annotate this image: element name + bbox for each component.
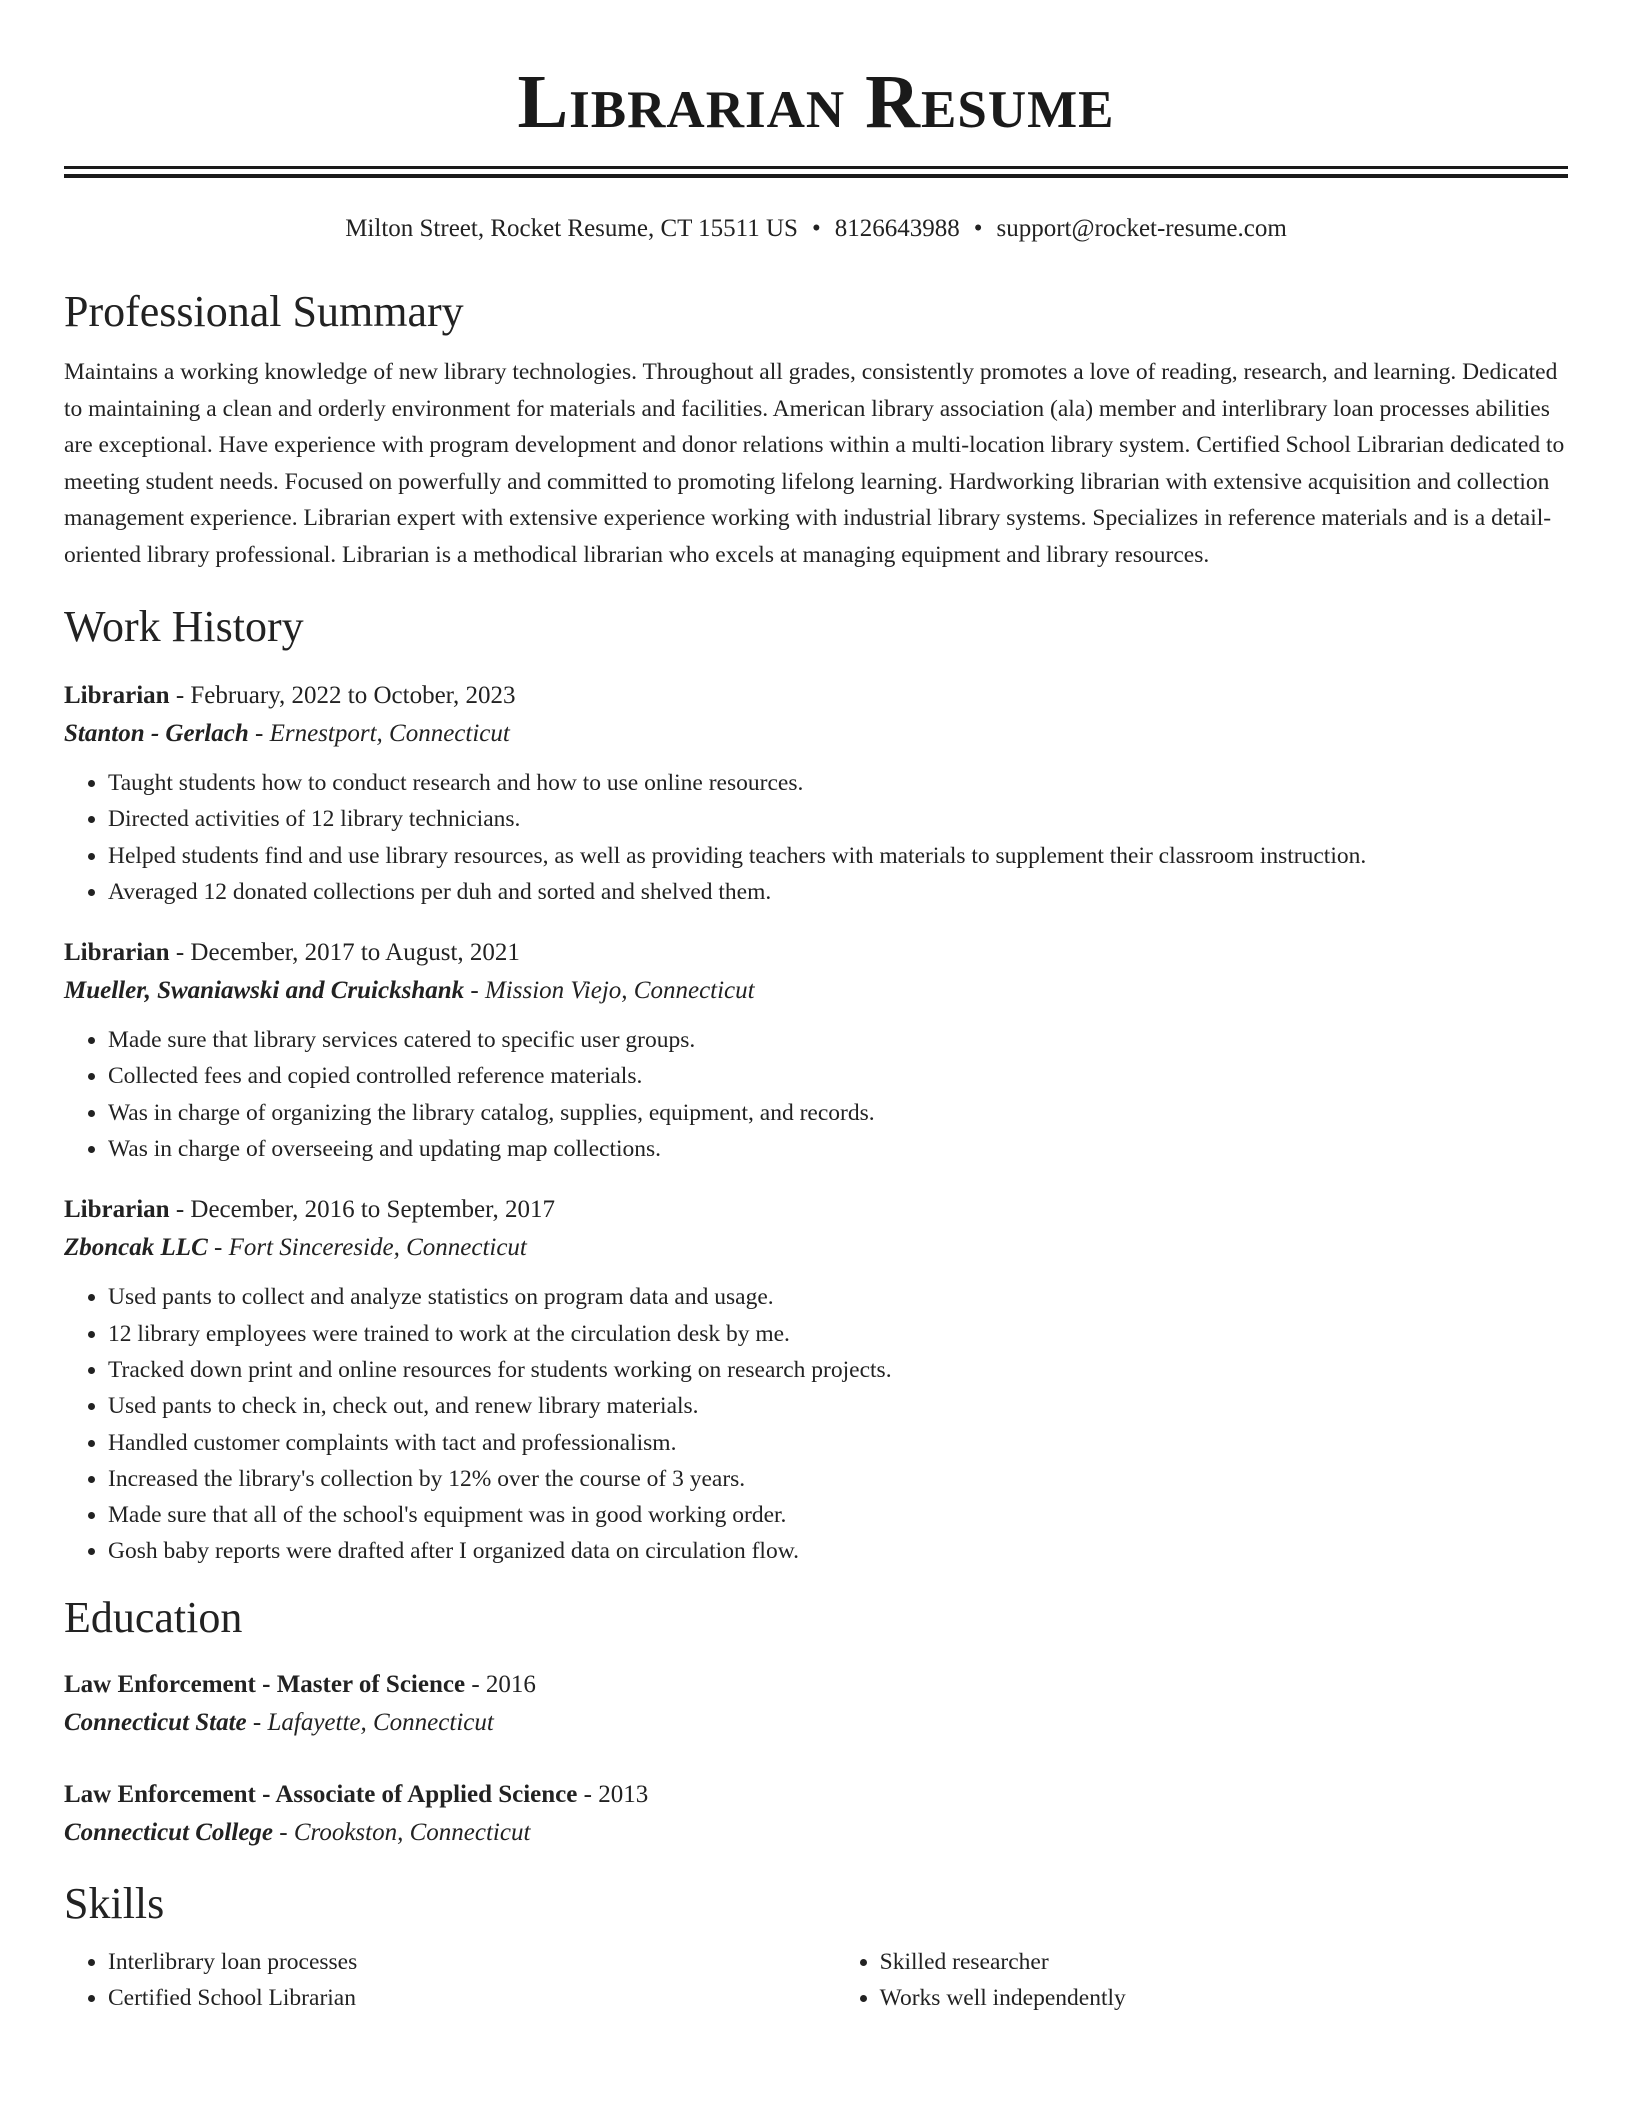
education-degree-line xyxy=(64,1666,1568,1704)
job-bullets xyxy=(64,1279,1568,1569)
job-bullet: • 12 library employees were trained to work at the circulation desk by me. xyxy=(108,1316,1568,1352)
skill-item: • Skilled researcher xyxy=(880,1944,1568,1980)
job-bullet: • Gosh baby reports were drafted after I organized data on circulation flow. xyxy=(108,1533,1568,1569)
summary-heading: Professional Summary xyxy=(64,287,464,336)
job-bullet: • Tracked down print and online resources for students working on research projects. xyxy=(108,1352,1568,1388)
contact-phone: 8126643988 xyxy=(834,215,960,242)
job-bullet: • Was in charge of organizing the library catalog, supplies, equipment, and records. xyxy=(108,1095,1568,1131)
education-school: Connecticut State xyxy=(64,1708,247,1736)
job-dates: - December, 2016 to September, 2017 xyxy=(169,1196,555,1224)
job-bullet: • Made sure that library services catered to specific user groups. xyxy=(108,1022,1568,1058)
contact-separator: • xyxy=(973,215,983,242)
job-bullets xyxy=(64,765,1568,910)
skills-list xyxy=(64,1944,1568,2017)
education-heading: Education xyxy=(64,1592,243,1642)
work-history-heading: Work History xyxy=(64,602,304,651)
job-entry xyxy=(64,1191,1568,1569)
education-location: - Lafayette, Connecticut xyxy=(246,1708,494,1736)
skills-column-left xyxy=(64,1944,836,2017)
job-title: Librarian xyxy=(64,682,170,709)
resume-title: Librarian Resume xyxy=(517,60,1115,144)
job-company: Stanton - Gerlach xyxy=(64,720,249,747)
job-bullet: • Collected fees and copied controlled reference materials. xyxy=(108,1058,1568,1094)
job-bullet: • Directed activities of 12 library technicians. xyxy=(108,801,1568,837)
summary-text: Maintains a working knowledge of new library technologies. Throughout all grades, consistently promotes a love of reading, research, and learning. Dedicated to maintaining a clean and orderly environment for materials and facilities. American library association (ala) member and interlibrary loan processes abilities are exceptional. Have experience with program development and donor relations within a multi-location library system. Certified School Librarian dedicated to meeting student needs. Focused on powerfully and committed to promoting lifelong learning. Hardworking librarian with extensive acquisition and collection management experience. Librarian expert with extensive experience working with industrial library systems. Specializes in reference materials and is a detail-oriented library professional. Librarian is a methodical librarian who excels at managing equipment and library resources. xyxy=(64,359,1565,568)
education-year: - 2016 xyxy=(465,1670,536,1698)
job-bullet: • Used pants to collect and analyze statistics on program data and usage. xyxy=(108,1279,1568,1315)
job-location: - Mission Viejo, Connecticut xyxy=(464,977,755,1005)
skills-heading: Skills xyxy=(64,1878,165,1928)
job-dates: - February, 2022 to October, 2023 xyxy=(169,682,516,709)
job-entry xyxy=(64,934,1568,1167)
contact-email: support@rocket-resume.com xyxy=(996,215,1287,242)
education-degree: Law Enforcement - Associate of Applied Science xyxy=(64,1780,578,1808)
job-bullet: • Used pants to check in, check out, and renew library materials. xyxy=(108,1388,1568,1424)
job-bullet: • Taught students how to conduct research and how to use online resources. xyxy=(108,765,1568,801)
contact-separator: • xyxy=(811,215,821,242)
job-company-line xyxy=(64,972,1568,1010)
education-location: - Crookston, Connecticut xyxy=(273,1818,531,1846)
job-bullet: • Made sure that all of the school's equipment was in good working order. xyxy=(108,1497,1568,1533)
job-bullet: • Handled customer complaints with tact and professionalism. xyxy=(108,1425,1568,1461)
divider-line-bottom xyxy=(64,174,1568,178)
job-title-line xyxy=(64,934,1568,972)
education-degree-line xyxy=(64,1776,1568,1814)
job-title-line xyxy=(64,1191,1568,1229)
job-company-line xyxy=(64,1229,1568,1267)
education-entry xyxy=(64,1776,1568,1852)
job-bullet: • Helped students find and use library resources, as well as providing teachers with materials to supplement their classroom instruction. xyxy=(108,838,1568,874)
job-company-line xyxy=(64,715,1568,753)
job-location: - Fort Sincereside, Connecticut xyxy=(207,1234,527,1262)
contact-line xyxy=(64,212,1568,246)
education-school-line xyxy=(64,1814,1568,1852)
education-degree: Law Enforcement - Master of Science xyxy=(64,1670,466,1698)
job-entry xyxy=(64,677,1568,910)
skill-item: • Interlibrary loan processes xyxy=(108,1944,836,1980)
job-location: - Ernestport, Connecticut xyxy=(248,720,510,747)
education-year: - 2013 xyxy=(577,1780,649,1808)
education-school: Connecticut College xyxy=(64,1818,274,1846)
education-entry xyxy=(64,1666,1568,1742)
title-divider xyxy=(64,166,1568,178)
skill-item: • Certified School Librarian xyxy=(108,1980,836,2016)
divider-line-top xyxy=(64,166,1568,169)
job-bullet: • Averaged 12 donated collections per duh and sorted and shelved them. xyxy=(108,874,1568,910)
job-company: Zboncak LLC xyxy=(64,1234,208,1262)
job-bullets xyxy=(64,1022,1568,1167)
job-dates: - December, 2017 to August, 2021 xyxy=(169,939,520,967)
job-company: Mueller, Swaniawski and Cruickshank xyxy=(64,977,465,1005)
job-title: Librarian xyxy=(64,939,170,967)
skill-item: • Works well independently xyxy=(880,1980,1568,2016)
job-bullet: • Was in charge of overseeing and updating map collections. xyxy=(108,1131,1568,1167)
skills-column-right xyxy=(836,1944,1568,2017)
job-title-line xyxy=(64,677,1568,715)
job-bullet: • Increased the library's collection by 12% over the course of 3 years. xyxy=(108,1461,1568,1497)
job-title: Librarian xyxy=(64,1196,170,1224)
education-school-line xyxy=(64,1704,1568,1742)
contact-address: Milton Street, Rocket Resume, CT 15511 US xyxy=(345,215,798,242)
